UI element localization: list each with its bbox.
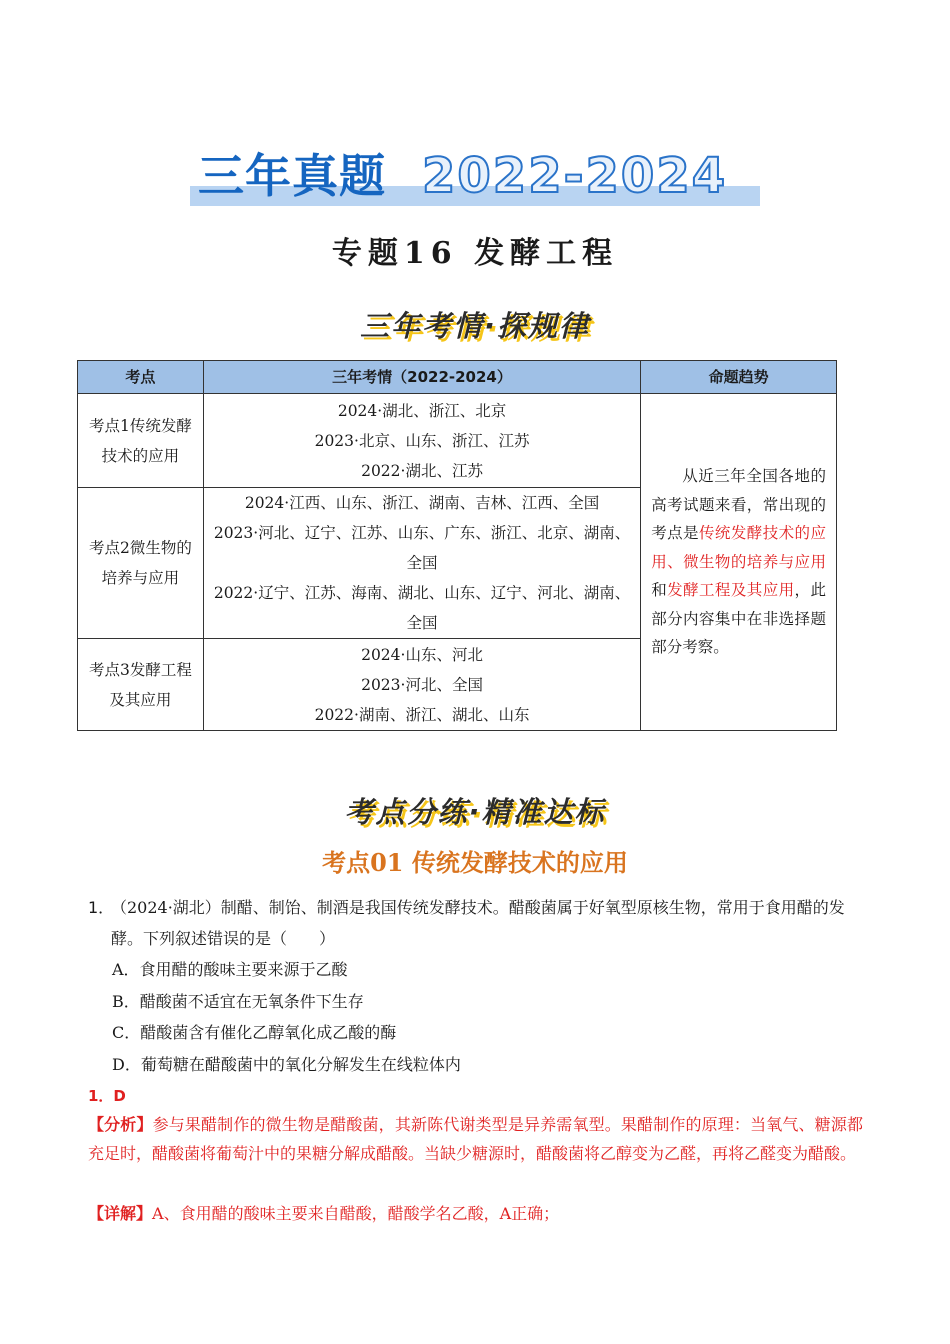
trend-cell <box>641 394 837 731</box>
detail-text: A、食用醋的酸味主要来自醋酸，醋酸学名乙酸，A正确； <box>152 1204 560 1223</box>
option-b: B．醋酸菌不适宜在无氧条件下生存 <box>112 992 364 1011</box>
analysis-paragraph <box>88 1110 863 1168</box>
trend-post: ，此部分内容集中在非选择题部分考察。 <box>651 581 826 657</box>
banner-cn-text: 三年真题 <box>198 149 386 203</box>
history-line: 2022·湖北、江苏 <box>361 461 483 480</box>
question-text: （2024·湖北）制醋、制饴、制酒是我国传统发酵技术。醋酸菌属于好氧型原核生物，常用于食用醋的发酵。下列叙述错误的是（ ） <box>111 898 845 948</box>
exam-trend-table <box>77 360 837 731</box>
point-cell: 考点3发酵工程及其应用 <box>78 639 204 731</box>
history-cell <box>203 639 640 731</box>
history-line: 2024·湖北、浙江、北京 <box>337 401 507 420</box>
table-header-row <box>78 361 837 394</box>
trend-sep-1: 、 <box>667 552 684 571</box>
point-cell: 考点1传统发酵技术的应用 <box>78 394 204 488</box>
option-c: C．醋酸菌含有催化乙醇氧化成乙酸的酶 <box>112 1023 397 1042</box>
history-cell <box>203 394 640 488</box>
option-d: D．葡萄糖在醋酸菌中的氧化分解发生在线粒体内 <box>112 1055 461 1074</box>
table-row <box>78 394 837 488</box>
trend-text <box>651 462 826 662</box>
practice-section-badge: 考点分练·精准达标 <box>344 795 606 829</box>
history-line: 2024·江西、山东、浙江、湖南、吉林、江西、全国 <box>244 494 600 512</box>
document-title: 专题16 发酵工程 <box>331 236 619 271</box>
history-line: 2024·山东、河北 <box>361 645 483 664</box>
point-cell: 考点2微生物的培养与应用 <box>78 488 204 639</box>
question-stem <box>88 892 868 954</box>
title-banner <box>190 148 760 210</box>
history-cell <box>203 488 640 639</box>
history-line: 2023·河北、辽宁、江苏、山东、广东、浙江、北京、湖南、全国 <box>213 524 631 572</box>
trend-highlight-1: 传统发酵技术的应用 <box>651 524 826 571</box>
header-history: 三年考情（2022-2024） <box>203 361 640 394</box>
banner-years-text: 2022-2024 <box>422 148 728 204</box>
trend-highlight-3: 发酵工程及其应用 <box>667 581 795 600</box>
trend-sep-2: 和 <box>651 581 668 600</box>
analysis-tag: 【分析】 <box>88 1115 153 1134</box>
detail-tag: 【详解】 <box>88 1204 153 1223</box>
history-line: 2023·北京、山东、浙江、江苏 <box>314 431 530 450</box>
trend-highlight-2: 微生物的培养与应用 <box>683 552 826 571</box>
history-line: 2023·河北、全国 <box>361 675 483 694</box>
history-line: 2022·湖南、浙江、湖北、山东 <box>314 705 530 724</box>
detail-paragraph <box>88 1199 863 1228</box>
header-point: 考点 <box>78 361 204 394</box>
option-a: A．食用醋的酸味主要来源于乙酸 <box>112 960 348 979</box>
trend-pre: 从近三年全国各地的高考试题来看，常出现的考点是 <box>651 467 826 543</box>
trend-section-badge: 三年考情·探规律 <box>359 309 591 343</box>
section-title: 考点01 传统发酵技术的应用 <box>322 848 628 877</box>
question-number: 1． <box>88 898 115 917</box>
history-line: 2022·辽宁、江苏、海南、湖北、山东、辽宁、河北、湖南、全国 <box>213 584 631 632</box>
analysis-text: 参与果醋制作的微生物是醋酸菌，其新陈代谢类型是异养需氧型。果醋制作的原理：当氧气、糖源都充足时，醋酸菌将葡萄汁中的果糖分解成醋酸。当缺少糖源时，醋酸菌将乙醇变为乙醛，再将乙醛变为醋酸。 <box>88 1115 863 1163</box>
header-trend: 命题趋势 <box>641 361 837 394</box>
answer: 1．D <box>88 1087 126 1105</box>
